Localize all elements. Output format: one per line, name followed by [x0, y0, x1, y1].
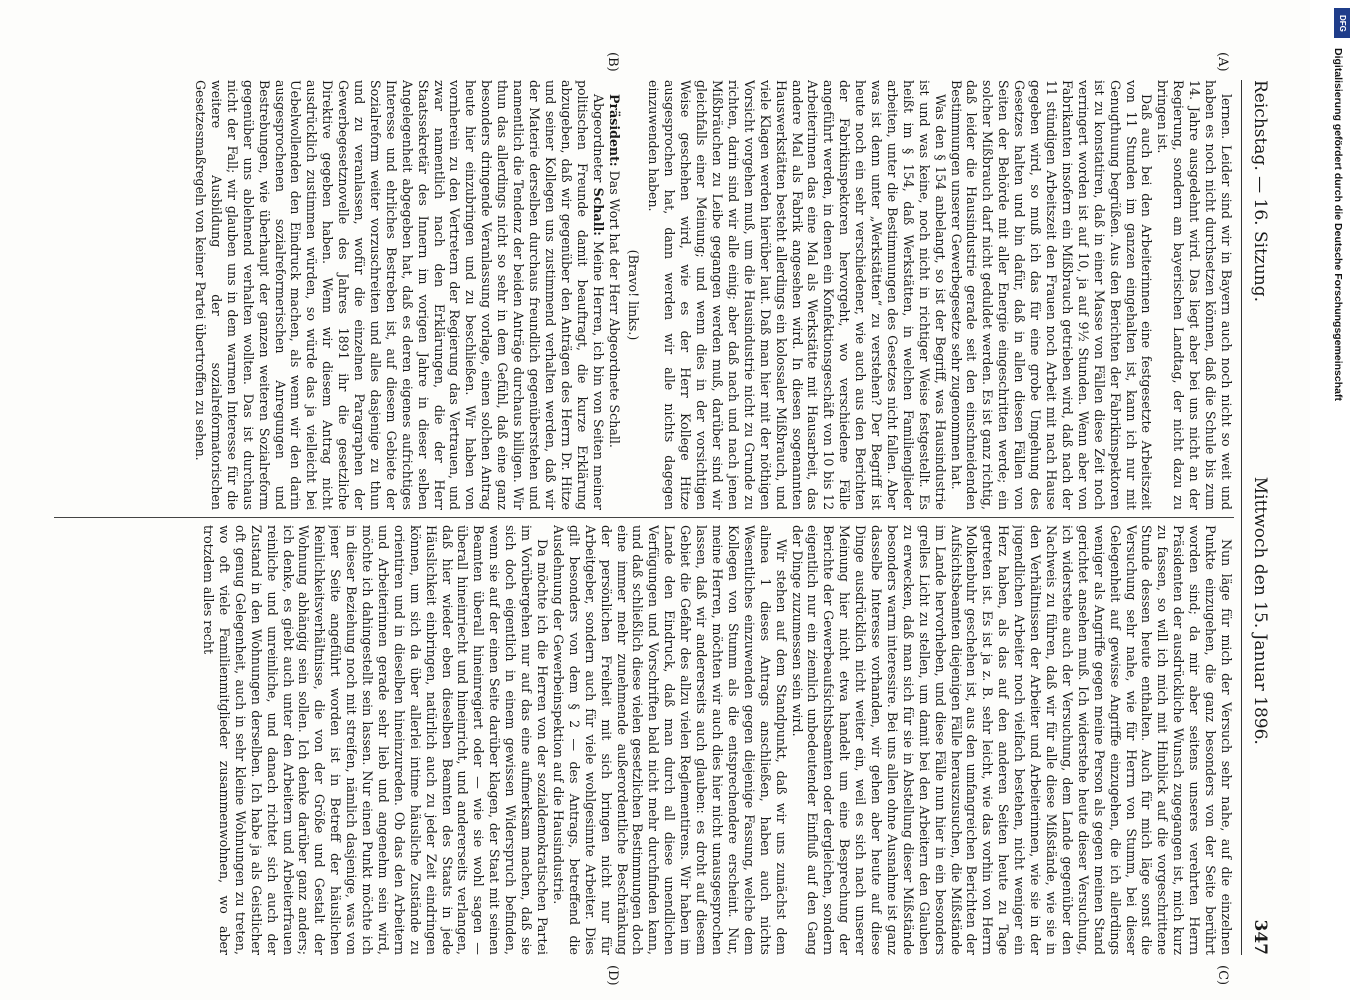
paragraph: Da möchte ich die Herren von der sozialdemokratischen Partei im Vorübergehen nur auf das eine aufmerksam machen, daß sie sich doch eigentlich in einem gewissen Widerspruch befinden, wenn sie auf der einen Seite darüber klagen, der Staat mit seinen Beamten überall hineinregiert oder — wie sie wohl sagen — überall hineinriecht und hineinricht, und andererseits verlangen, daß hier wieder eben dieselben Beamten des Staats in jede Häuslichkeit einbringen, natürlich auch zu jeder Zeit eindringen können, um sich da über allerlei intime häusliche Zustände zu orientiren und in dieselben hineinzureden. Ob das den Arbeitern und Arbeiterinnen gerade sehr lieb und angenehm sein wird, möchte ich dahingestellt sein lassen. Nur einen Punkt möchte ich in dieser Beziehung noch mit streifen, nämlich dasjenige, was von jener Seite angeführt worden ist in Betreff der häuslichen Reinlichkeitsverhältnisse, die von der Größe und Gestalt der Wohnung abhängig sein sollen. Ich denke darüber ganz anders; ich denke, es giebt auch unter den Arbeitern und Arbeiterfrauen reinliche und unreinliche, und danach richtet sich auch der Zustand in den Wohnungen derselben. Ich habe ja als Geistlicher oft genug Gelegenheit, auch in sehr kleine Wohnungen zu treten, wo oft viele Familienmitglieder zusammenwohnen, wo aber trotzdem alles recht	[201, 525, 551, 955]
left-column	[54, 80, 1234, 510]
paragraph: lernen. Leider sind wir in Bayern auch noch nicht so weit und haben es noch nicht durchsetzen können, daß die Schule bis zum 14. Jahre ausgedehnt wird. Das liegt aber bei uns nicht an der Regierung, sondern am bayerischen Landtag, der nicht dazu zu bringen ist.	[1155, 80, 1234, 510]
right-column	[54, 525, 1234, 955]
applause-note: (Bravo! links.)	[626, 249, 642, 341]
page-header	[1244, 80, 1270, 955]
speech-start	[192, 80, 606, 510]
speaker-label: Präsident:	[606, 94, 622, 167]
paragraph: Wir stehen auf dem Standpunkt, daß wir uns zunächst dem alinea 1 dieses Antrags anschließen, haben auch nichts Wesentliches einzuwenden gegen diejenige Fassung, welche dem Kollegen von Stumm als die entsprechendere erscheint. Nur, meine Herren, möchten wir auch dies hier nicht unausgesprochen lassen, daß wir andererseits auch glauben: es droht auf diesem Gebiet die Gefahr des allzu vielen Reglementirens. Wir haben im Lande den Eindruck, daß man durch all diese unendlichen Verfügungen und Vorschriften bald nicht mehr durchfinden kann, und daß schließlich diese vielen gesetzlichen Bestimmungen doch eine immer mehr zunehmende außerordentliche Beschränkung der persönlichen Freiheit mit sich bringen nicht nur für Arbeitgeber, sondern auch für viele wohlgesinnte Arbeiter. Dies gilt besonders von dem § 2 — des Antrags, betreffend die Ausdehnung der Gewerbeinspektion auf die Hausindustrie.	[550, 525, 789, 955]
speaker-name: Schall:	[590, 187, 606, 236]
margin-marker-d: (D)	[605, 965, 620, 986]
statement-text: Das Wort hat der Herr Abgeordnete Schall.	[606, 170, 622, 448]
page-number: 347	[1250, 919, 1270, 955]
margin-marker-b: (B)	[605, 52, 620, 72]
digitization-note: Digitalisierung gefördert durch die Deutsche Forschungsgemeinschaft	[1332, 48, 1344, 401]
president-statement	[606, 80, 622, 510]
header-session: Reichstag. — 16. Sitzung.	[1250, 80, 1270, 303]
speech-text: Meine Herren, ich bin von Seiten meiner politischen Freunde damit beauftragt, die kurze Erklärung abzugeben, daß wir gegenüber den Anträgen des Herrn Dr. Hitze und seiner Kollegen uns zustimmend verhalten werden, daß wir der Materie derselben durchaus freundlich gegenüberstehen und namentlich die Tendenz der beiden Anträge durchaus billigen. Wir thun das allerdings nicht so sehr in dem Gefühl, daß eine ganz besonders dringende Veranlassung vorlage, einen solchen Antrag heute hier einzubringen und zu beschließen. Wir haben von vornherein zu den Vertretern der Regierung das Vertrauen, und zwar namentlich nach den Erklärungen, die der Herr Staatssekretär des Innern im vorigen Jahre in dieser selben Angelegenheit abgegeben hat, daß es deren eigenes aufrichtiges Interesse und ehrliches Bestreben ist, auf diesem Gebiete der Sozialreform weiter vorzuschreiten und alles dasjenige zu thun und zu veranlassen, wofür die einzelnen Paragraphen der Gewerbegesetznovelle des Jahres 1891 ihr die gesetzliche Direktive gegeben haben. Wenn wir diesem Antrag nicht ausdrücklich zustimmen würden, so würde das ja vielleicht bei Uebelwollenden den Eindruck machen, als wenn wir den darin ausgesprochenen sozialreformerischen Anregungen und Bestrebungen, wie überhaupt der ganzen weiteren Sozialreform gegenüber uns ablehnend verhalten wollten. Das ist durchaus nicht der Fall; wir glauben uns in dem warmen Interesse für die weitere Ausbildung der sozialreformatorischen Gesetzesmaßregeln von keiner Partei übertroffen zu sehen.	[193, 80, 606, 510]
paragraph: Nun läge für mich der Versuch sehr nahe, auf die einzelnen Punkte einzugehen, die ganz besonders von der Seite berührt worden sind; da mir aber seitens unseres verehrten Herrn Präsidenten der ausdrückliche Wunsch zugegangen ist, mich kurz zu fassen, so will ich mich mit Hinblick auf die vorgeschrittene Stunde dessen heute enthalten. Auch für mich läge sonst die Versuchung sehr nahe, wie für Herrn von Stumm, bei dieser Gelegenheit auf gewisse Angriffe einzugehen, die ich allerdings weniger als Angriffe gegen meine Person als gegen meinen Stand gerichtet ansehen muß. Ich widerstehe heute dieser Versuchung, ich widerstehe auch der Versuchung, dem Lande gegenüber den Nachweis zu führen, daß wir für alle diese Mißstände, wie sie in den Verhältnissen der Arbeiter und Arbeiterinnen, wie sie in der jugendlichen Arbeiter noch vielfach bestehen, nicht weniger ein Herz haben, als das auf den anderen Seiten heute zu Tage getreten ist. Es ist ja z. B. sehr leicht, wie das vorhin von Herrn Molkenbuhr geschehen ist, aus den umfangreichen Berichten der Aufsichtsbeamten diejenigen Fälle herauszusuchen, die Mißstände im Lande hervorheben, und diese Fälle nun hier in ein besonders grelles Licht zu stellen, um damit bei den Arbeitern den Glauben zu erwecken, daß man sich für sie in Abstellung dieser Mißstände besonders warm interessire. Bei uns allen ohne Ausnahme ist ganz dasselbe Interesse vorhanden, wir gehen aber heute auf diese Dinge ausdrücklich nicht weiter ein, weil es sich nach unserer Meinung hier nicht etwa handelt um eine Besprechung der Berichte der Gewerbeaufsichtsbeamten oder dergleichen, sondern eigentlich nur ein ziemlich unbedeutender Einfluß auf den Gang der Dinge zuzumessen sein wird.	[789, 525, 1234, 955]
header-date: Mittwoch den 15. Januar 1896.	[1250, 476, 1270, 745]
column-divider	[54, 517, 1234, 518]
paragraph: Was den § 154 anbelangt, so ist der Begriff, was Hausindustrie ist und was keine, noch nicht in richtiger Weise festgestellt. Es heißt im § 154, daß Werkstätten, in welchen Familienglieder arbeiten, unter die Bestimmungen des Gesetzes nicht fallen. Aber was ist denn unter „Werkstätten“ zu verstehen? Der Begriff ist heute noch ein sehr verschiedener, wie auch aus den Berichten der Fabrikinspektoren hervorgeht, wo verschiedene Fälle angeführt werden, in denen ein Konfektionsgeschäft von 10 bis 12 Arbeiterinnen das eine Mal als Werkstätte mit Hausarbeit, das andere Mal als Fabrik angesehen wird. In diesen sogenannten Hauswerkstätten besteht allerdings ein kolossaler Mißbrauch, und viele Klagen werden hierüber laut. Daß man hier mit der nöthigen Vorsicht vorgehen muß, um die Hausindustrie nicht zu Grunde zu richten, darin sind wir alle einig; aber daß nach und nach jenen Mißbräuchen zu Leibe gegangen werden muß, darüber sind wir gleichfalls einer Meinung; und wenn dies in der vorsichtigen Weise geschehen wird, wie es der Herr Kollege Hitze ausgesprochen hat, dann werden wir alle nichts dagegen einzuwenden haben.	[646, 80, 948, 510]
speaker-title: Abgeordneter	[590, 94, 606, 183]
dfg-logo: DFG	[1334, 8, 1350, 38]
header-rule	[1241, 80, 1242, 955]
paragraph: Daß auch bei den Arbeiterinnen eine festgesetzte Arbeitszeit von 11 Stunden im ganzen eingehalten ist, kann ich nur mit Genugthuung begrüßen. Aus den Berichten der Fabrikinspektoren ist zu konstatiren, daß in einer Masse von Fällen diese Zeit noch verringert worden ist auf 10, ja auf 9½ Stunden. Wenn aber von Fabrikanten insofern ein Mißbrauch getrieben wird, daß nach der 11 stündigen Arbeitszeit den Frauen noch Arbeit mit nach Hause gegeben wird, so muß ich das für eine grobe Umgehung des Gesetzes halten und bin dafür, daß in allen diesen Fällen von Seiten der Behörde mit aller Energie eingeschritten werde; ein solcher Mißbrauch darf nicht geduldet werden. Es ist ganz richtig, daß leider die Hausindustrie gerade seit den einschneidenden Bestimmungen unserer Gewerbegesetze sehr zugenommen hat.	[948, 80, 1155, 510]
margin-marker-a: (A)	[1215, 52, 1230, 72]
margin-marker-c: (C)	[1215, 965, 1230, 986]
digitization-stamp	[1322, 8, 1350, 578]
